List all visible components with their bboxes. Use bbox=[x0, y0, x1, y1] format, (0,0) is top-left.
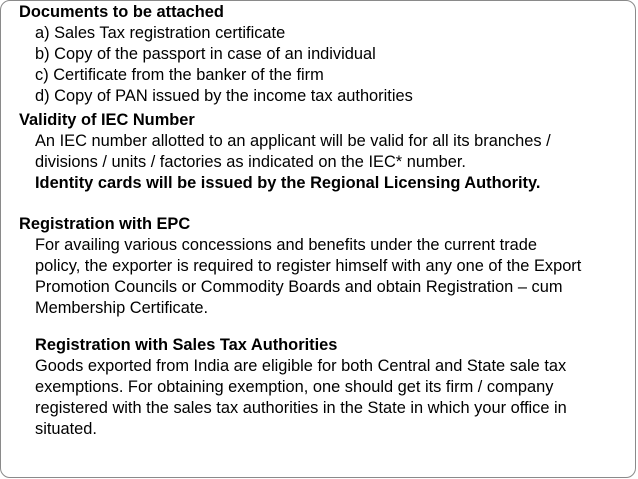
sales-tax-line-4: situated. bbox=[35, 420, 97, 438]
iec-line-1: An IEC number allotted to an applicant will be valid for all its branches / bbox=[35, 132, 551, 150]
documents-heading: Documents to be attached bbox=[19, 3, 224, 21]
iec-bold-line: Identity cards will be issued by the Regional Licensing Authority. bbox=[35, 174, 541, 192]
epc-heading: Registration with EPC bbox=[19, 215, 191, 233]
documents-item-c: c) Certificate from the banker of the firm bbox=[35, 66, 324, 84]
iec-line-2: divisions / units / factories as indicated on the IEC* number. bbox=[35, 153, 466, 171]
spacer bbox=[19, 194, 634, 214]
epc-line-3: Promotion Councils or Commodity Boards and obtain Registration – cum bbox=[35, 278, 563, 296]
sales-tax-line-1: Goods exported from India are eligible for both Central and State sale tax bbox=[35, 357, 567, 375]
spacer bbox=[19, 319, 634, 335]
documents-item-a: a) Sales Tax registration certificate bbox=[35, 24, 286, 42]
epc-line-4: Membership Certificate. bbox=[35, 299, 209, 317]
documents-item-d: d) Copy of PAN issued by the income tax authorities bbox=[35, 87, 413, 105]
epc-line-2: policy, the exporter is required to register himself with any one of the Export bbox=[35, 257, 582, 275]
documents-item-b: b) Copy of the passport in case of an individual bbox=[35, 45, 376, 63]
sales-tax-line-3: registered with the sales tax authorities in the State in which your office in bbox=[35, 399, 567, 417]
slide-content bbox=[19, 2, 634, 440]
epc-line-1: For availing various concessions and benefits under the current trade bbox=[35, 236, 538, 254]
iec-heading: Validity of IEC Number bbox=[19, 111, 195, 129]
sales-tax-heading: Registration with Sales Tax Authorities bbox=[35, 336, 338, 354]
sales-tax-line-2: exemptions. For obtaining exemption, one should get its firm / company bbox=[35, 378, 554, 396]
